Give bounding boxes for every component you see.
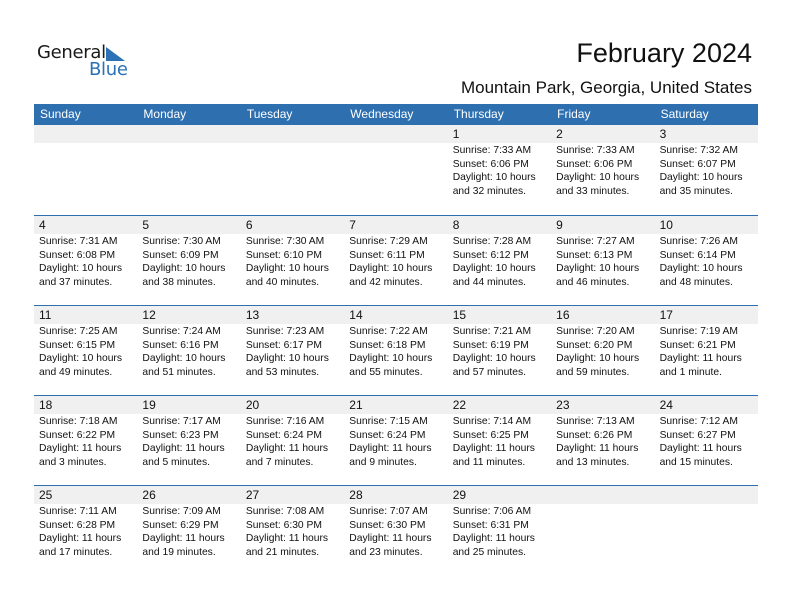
- day-info: [551, 414, 654, 469]
- day-number: [551, 486, 654, 504]
- day-info: [241, 324, 344, 379]
- day-cell: [344, 396, 447, 485]
- empty-day-cell: [655, 486, 758, 575]
- day-cell: [655, 306, 758, 395]
- day-number: 22: [448, 396, 551, 414]
- sunset-time: Sunset: 6:06 PM: [452, 158, 529, 170]
- daylight-hours: Daylight: 10 hours: [556, 353, 640, 364]
- day-info: [448, 234, 551, 289]
- daylight-minutes: and 51 minutes.: [142, 366, 216, 378]
- day-info: [655, 324, 758, 379]
- daylight-hours: Daylight: 11 hours: [142, 443, 225, 454]
- weekday-wednesday: Wednesday: [350, 107, 414, 121]
- day-number: 26: [137, 486, 240, 504]
- sunset-time: Sunset: 6:27 PM: [659, 429, 736, 441]
- sunrise-time: Sunrise: 7:15 AM: [349, 416, 428, 427]
- sunrise-time: Sunrise: 7:23 AM: [245, 326, 325, 337]
- daylight-hours: Daylight: 10 hours: [245, 263, 329, 274]
- daylight-minutes: and 15 minutes.: [659, 456, 733, 468]
- daylight-hours: Daylight: 10 hours: [659, 263, 743, 274]
- day-info: [34, 414, 137, 469]
- sunrise-time: Sunrise: 7:25 AM: [39, 326, 118, 337]
- calendar-weeks: [34, 125, 758, 575]
- sunset-time: Sunset: 6:12 PM: [452, 249, 529, 261]
- daylight-minutes: and 55 minutes.: [349, 366, 423, 378]
- weekday-saturday: Saturday: [660, 107, 709, 121]
- day-cell: [344, 486, 447, 575]
- day-cell: [551, 396, 654, 485]
- daylight-minutes: and 59 minutes.: [556, 366, 630, 378]
- sunrise-time: Sunrise: 7:11 AM: [39, 506, 117, 517]
- daylight-minutes: and 38 minutes.: [142, 276, 216, 288]
- calendar-week: [34, 215, 758, 305]
- day-cell: [241, 216, 344, 305]
- sunset-time: Sunset: 6:30 PM: [245, 519, 322, 531]
- calendar-week: [34, 305, 758, 395]
- calendar: [34, 104, 758, 575]
- daylight-hours: Daylight: 10 hours: [245, 353, 329, 364]
- daylight-minutes: and 40 minutes.: [245, 276, 320, 288]
- weekday-friday: Friday: [557, 107, 591, 121]
- sunset-time: Sunset: 6:19 PM: [452, 339, 529, 351]
- day-number: 9: [551, 216, 654, 234]
- day-number: 16: [551, 306, 654, 324]
- day-info: [137, 324, 240, 379]
- logo-text-blue: Blue: [89, 59, 128, 80]
- daylight-hours: Daylight: 10 hours: [452, 263, 536, 274]
- sunset-time: Sunset: 6:23 PM: [142, 429, 219, 441]
- daylight-minutes: and 5 minutes.: [142, 456, 210, 468]
- daylight-hours: Daylight: 10 hours: [39, 263, 122, 274]
- weekday-tuesday: Tuesday: [246, 107, 293, 121]
- daylight-minutes: and 1 minute.: [659, 366, 722, 378]
- daylight-minutes: and 35 minutes.: [659, 185, 733, 197]
- day-info: [344, 414, 447, 469]
- daylight-hours: Daylight: 10 hours: [349, 263, 433, 274]
- day-cell: [551, 125, 654, 215]
- day-number: [655, 486, 758, 504]
- day-number: 23: [551, 396, 654, 414]
- day-number: 17: [655, 306, 758, 324]
- day-number: 6: [241, 216, 344, 234]
- sunrise-time: Sunrise: 7:27 AM: [556, 236, 635, 247]
- daylight-minutes: and 42 minutes.: [349, 276, 423, 288]
- daylight-minutes: and 48 minutes.: [659, 276, 733, 288]
- day-number: [241, 125, 344, 143]
- day-info: [448, 414, 551, 469]
- sunset-time: Sunset: 6:14 PM: [659, 249, 736, 261]
- day-number: 8: [448, 216, 551, 234]
- daylight-minutes: and 23 minutes.: [349, 546, 423, 558]
- daylight-hours: Daylight: 11 hours: [39, 443, 122, 454]
- sunrise-time: Sunrise: 7:24 AM: [142, 326, 221, 337]
- daylight-minutes: and 21 minutes.: [245, 546, 320, 558]
- weekday-sunday: Sunday: [40, 107, 81, 121]
- daylight-hours: Daylight: 10 hours: [39, 353, 122, 364]
- empty-day-cell: [241, 125, 344, 215]
- day-number: [344, 125, 447, 143]
- day-info: [137, 414, 240, 469]
- day-info: [448, 143, 551, 198]
- daylight-minutes: and 49 minutes.: [39, 366, 113, 378]
- daylight-hours: Daylight: 11 hours: [349, 533, 432, 544]
- daylight-minutes: and 19 minutes.: [142, 546, 216, 558]
- sunset-time: Sunset: 6:24 PM: [245, 429, 322, 441]
- sunset-time: Sunset: 6:20 PM: [556, 339, 633, 351]
- day-info: [655, 414, 758, 469]
- daylight-hours: Daylight: 11 hours: [452, 443, 535, 454]
- sunset-time: Sunset: 6:16 PM: [142, 339, 219, 351]
- weekday-thursday: Thursday: [453, 107, 504, 121]
- logo-text-general: General: [37, 42, 106, 63]
- daylight-hours: Daylight: 10 hours: [452, 353, 536, 364]
- sunset-time: Sunset: 6:22 PM: [39, 429, 116, 441]
- daylight-hours: Daylight: 10 hours: [142, 263, 226, 274]
- sunrise-time: Sunrise: 7:14 AM: [452, 416, 532, 427]
- sunset-time: Sunset: 6:18 PM: [349, 339, 426, 351]
- sunrise-time: Sunrise: 7:26 AM: [659, 236, 738, 247]
- daylight-hours: Daylight: 10 hours: [556, 263, 640, 274]
- daylight-minutes: and 46 minutes.: [556, 276, 630, 288]
- day-number: 10: [655, 216, 758, 234]
- daylight-minutes: and 37 minutes.: [39, 276, 113, 288]
- day-number: 28: [344, 486, 447, 504]
- day-number: 5: [137, 216, 240, 234]
- sunrise-time: Sunrise: 7:31 AM: [39, 236, 118, 247]
- day-cell: [448, 306, 551, 395]
- sunset-time: Sunset: 6:21 PM: [659, 339, 736, 351]
- daylight-hours: Daylight: 11 hours: [556, 443, 639, 454]
- day-number: 1: [448, 125, 551, 143]
- daylight-hours: Daylight: 11 hours: [245, 443, 329, 454]
- day-cell: [448, 125, 551, 215]
- daylight-hours: Daylight: 10 hours: [659, 172, 743, 183]
- sunrise-time: Sunrise: 7:12 AM: [659, 416, 738, 427]
- calendar-week: [34, 125, 758, 215]
- day-cell: [241, 306, 344, 395]
- sunrise-time: Sunrise: 7:33 AM: [556, 145, 635, 156]
- day-info: [551, 234, 654, 289]
- sunrise-time: Sunrise: 7:30 AM: [142, 236, 221, 247]
- sunset-time: Sunset: 6:25 PM: [452, 429, 529, 441]
- sunrise-time: Sunrise: 7:18 AM: [39, 416, 118, 427]
- sunset-time: Sunset: 6:15 PM: [39, 339, 116, 351]
- daylight-hours: Daylight: 11 hours: [142, 533, 225, 544]
- sunrise-time: Sunrise: 7:17 AM: [142, 416, 221, 427]
- sunrise-time: Sunrise: 7:32 AM: [659, 145, 738, 156]
- weekday-header: [34, 104, 758, 125]
- sunrise-time: Sunrise: 7:16 AM: [245, 416, 325, 427]
- day-number: 27: [241, 486, 344, 504]
- day-cell: [655, 216, 758, 305]
- day-number: 21: [344, 396, 447, 414]
- calendar-week: [34, 485, 758, 575]
- day-number: 11: [34, 306, 137, 324]
- sunrise-time: Sunrise: 7:09 AM: [142, 506, 221, 517]
- day-number: [137, 125, 240, 143]
- day-cell: [34, 396, 137, 485]
- day-number: 13: [241, 306, 344, 324]
- sunrise-time: Sunrise: 7:30 AM: [245, 236, 325, 247]
- daylight-hours: Daylight: 11 hours: [452, 533, 535, 544]
- sunrise-time: Sunrise: 7:08 AM: [245, 506, 325, 517]
- empty-day-cell: [551, 486, 654, 575]
- day-number: 29: [448, 486, 551, 504]
- day-cell: [344, 216, 447, 305]
- day-info: [551, 324, 654, 379]
- day-info: [137, 234, 240, 289]
- sunrise-time: Sunrise: 7:06 AM: [452, 506, 532, 517]
- day-info: [34, 234, 137, 289]
- sunrise-time: Sunrise: 7:33 AM: [452, 145, 532, 156]
- sunrise-time: Sunrise: 7:20 AM: [556, 326, 635, 337]
- page-title: February 2024: [576, 38, 752, 68]
- day-number: 24: [655, 396, 758, 414]
- sunrise-time: Sunrise: 7:29 AM: [349, 236, 428, 247]
- sunset-time: Sunset: 6:11 PM: [349, 249, 425, 261]
- logo: [37, 42, 137, 82]
- day-info: [655, 143, 758, 198]
- day-info: [551, 143, 654, 198]
- daylight-minutes: and 57 minutes.: [452, 366, 526, 378]
- day-info: [344, 324, 447, 379]
- day-number: 12: [137, 306, 240, 324]
- day-number: 20: [241, 396, 344, 414]
- sunset-time: Sunset: 6:26 PM: [556, 429, 633, 441]
- sunset-time: Sunset: 6:09 PM: [142, 249, 219, 261]
- empty-day-cell: [137, 125, 240, 215]
- sunset-time: Sunset: 6:08 PM: [39, 249, 116, 261]
- day-number: [34, 125, 137, 143]
- daylight-minutes: and 25 minutes.: [452, 546, 526, 558]
- weekday-monday: Monday: [143, 107, 187, 121]
- day-cell: [655, 396, 758, 485]
- day-number: 14: [344, 306, 447, 324]
- daylight-minutes: and 3 minutes.: [39, 456, 107, 468]
- daylight-minutes: and 7 minutes.: [245, 456, 314, 468]
- day-info: [448, 504, 551, 559]
- daylight-hours: Daylight: 10 hours: [142, 353, 226, 364]
- day-cell: [137, 306, 240, 395]
- sunrise-time: Sunrise: 7:19 AM: [659, 326, 738, 337]
- daylight-minutes: and 32 minutes.: [452, 185, 526, 197]
- day-info: [241, 504, 344, 559]
- calendar-week: [34, 395, 758, 485]
- day-number: 7: [344, 216, 447, 234]
- sunset-time: Sunset: 6:29 PM: [142, 519, 219, 531]
- day-cell: [137, 216, 240, 305]
- day-cell: [655, 125, 758, 215]
- day-info: [344, 234, 447, 289]
- daylight-minutes: and 53 minutes.: [245, 366, 320, 378]
- daylight-hours: Daylight: 10 hours: [452, 172, 536, 183]
- sunset-time: Sunset: 6:28 PM: [39, 519, 116, 531]
- daylight-minutes: and 11 minutes.: [452, 456, 526, 468]
- day-info: [344, 504, 447, 559]
- sunset-time: Sunset: 6:24 PM: [349, 429, 426, 441]
- day-info: [34, 504, 137, 559]
- daylight-hours: Daylight: 10 hours: [556, 172, 640, 183]
- daylight-hours: Daylight: 11 hours: [659, 443, 742, 454]
- day-cell: [241, 486, 344, 575]
- day-cell: [448, 396, 551, 485]
- daylight-minutes: and 44 minutes.: [452, 276, 526, 288]
- sunset-time: Sunset: 6:31 PM: [452, 519, 529, 531]
- empty-day-cell: [34, 125, 137, 215]
- day-number: 25: [34, 486, 137, 504]
- sunset-time: Sunset: 6:07 PM: [659, 158, 736, 170]
- day-number: 3: [655, 125, 758, 143]
- day-cell: [551, 306, 654, 395]
- day-info: [241, 414, 344, 469]
- daylight-hours: Daylight: 11 hours: [659, 353, 742, 364]
- sunrise-time: Sunrise: 7:13 AM: [556, 416, 635, 427]
- day-cell: [344, 306, 447, 395]
- sunset-time: Sunset: 6:30 PM: [349, 519, 426, 531]
- day-number: 4: [34, 216, 137, 234]
- day-info: [241, 234, 344, 289]
- day-cell: [137, 396, 240, 485]
- daylight-minutes: and 17 minutes.: [39, 546, 113, 558]
- day-info: [448, 324, 551, 379]
- sunset-time: Sunset: 6:10 PM: [245, 249, 322, 261]
- sunset-time: Sunset: 6:17 PM: [245, 339, 322, 351]
- daylight-hours: Daylight: 10 hours: [349, 353, 433, 364]
- sunset-time: Sunset: 6:06 PM: [556, 158, 633, 170]
- location-subtitle: Mountain Park, Georgia, United States: [460, 78, 752, 97]
- day-number: 19: [137, 396, 240, 414]
- day-number: 15: [448, 306, 551, 324]
- day-info: [34, 324, 137, 379]
- day-cell: [448, 216, 551, 305]
- sunrise-time: Sunrise: 7:07 AM: [349, 506, 428, 517]
- daylight-minutes: and 13 minutes.: [556, 456, 630, 468]
- day-info: [137, 504, 240, 559]
- day-cell: [448, 486, 551, 575]
- day-cell: [241, 396, 344, 485]
- empty-day-cell: [344, 125, 447, 215]
- day-cell: [34, 216, 137, 305]
- daylight-hours: Daylight: 11 hours: [349, 443, 432, 454]
- day-number: 2: [551, 125, 654, 143]
- day-cell: [137, 486, 240, 575]
- day-cell: [34, 306, 137, 395]
- daylight-minutes: and 9 minutes.: [349, 456, 417, 468]
- sunset-time: Sunset: 6:13 PM: [556, 249, 633, 261]
- daylight-hours: Daylight: 11 hours: [39, 533, 122, 544]
- daylight-minutes: and 33 minutes.: [556, 185, 630, 197]
- day-info: [655, 234, 758, 289]
- day-number: 18: [34, 396, 137, 414]
- day-cell: [551, 216, 654, 305]
- day-cell: [34, 486, 137, 575]
- daylight-hours: Daylight: 11 hours: [245, 533, 329, 544]
- sunrise-time: Sunrise: 7:28 AM: [452, 236, 532, 247]
- sunrise-time: Sunrise: 7:21 AM: [452, 326, 532, 337]
- sunrise-time: Sunrise: 7:22 AM: [349, 326, 428, 337]
